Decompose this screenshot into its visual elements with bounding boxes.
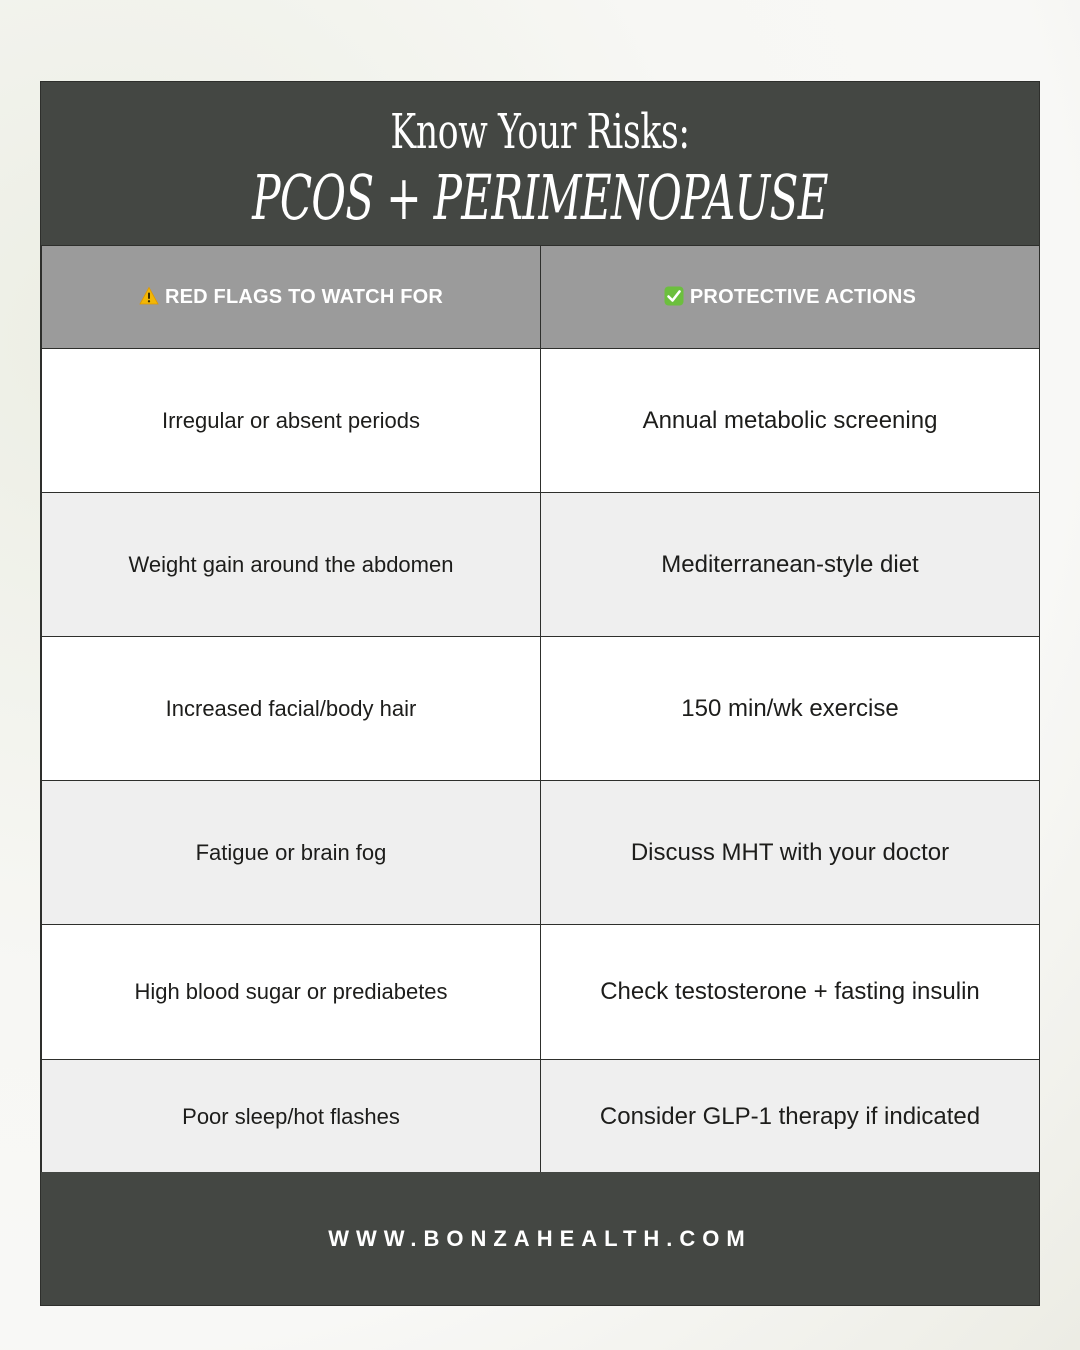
column-header-protective-actions [541, 246, 1040, 349]
table-row [42, 349, 1040, 493]
table-row [42, 493, 1040, 637]
risk-card [40, 81, 1040, 1306]
action-cell: 150 min/wk exercise [541, 637, 1040, 781]
risk-table [41, 245, 1040, 1175]
red-flag-cell: Poor sleep/hot flashes [42, 1060, 541, 1175]
action-cell: Annual metabolic screening [541, 349, 1040, 493]
warning-icon [139, 286, 159, 306]
table-row [42, 637, 1040, 781]
action-cell: Discuss MHT with your doctor [541, 781, 1040, 925]
column-header-red-flags [42, 246, 541, 349]
action-cell: Check testosterone + fasting insulin [541, 925, 1040, 1060]
title-line-2: PCOS + PERIMENOPAUSE [252, 161, 828, 234]
table-row [42, 1060, 1040, 1175]
table-row [42, 781, 1040, 925]
red-flag-cell: High blood sugar or prediabetes [42, 925, 541, 1060]
red-flag-cell: Weight gain around the abdomen [42, 493, 541, 637]
action-cell: Mediterranean-style diet [541, 493, 1040, 637]
title-banner [41, 82, 1039, 245]
column-header-label: RED FLAGS TO WATCH FOR [164, 285, 444, 308]
footer-banner [41, 1172, 1039, 1305]
title-line-1: Know Your Risks: [390, 104, 690, 160]
website-url: WWW.BONZAHEALTH.COM [328, 1226, 752, 1251]
check-icon [664, 286, 684, 306]
red-flag-cell: Irregular or absent periods [42, 349, 541, 493]
column-header-label: PROTECTIVE ACTIONS [689, 285, 917, 308]
red-flag-cell: Increased facial/body hair [42, 637, 541, 781]
table-row [42, 925, 1040, 1060]
red-flag-cell: Fatigue or brain fog [42, 781, 541, 925]
action-cell: Consider GLP-1 therapy if indicated [541, 1060, 1040, 1175]
